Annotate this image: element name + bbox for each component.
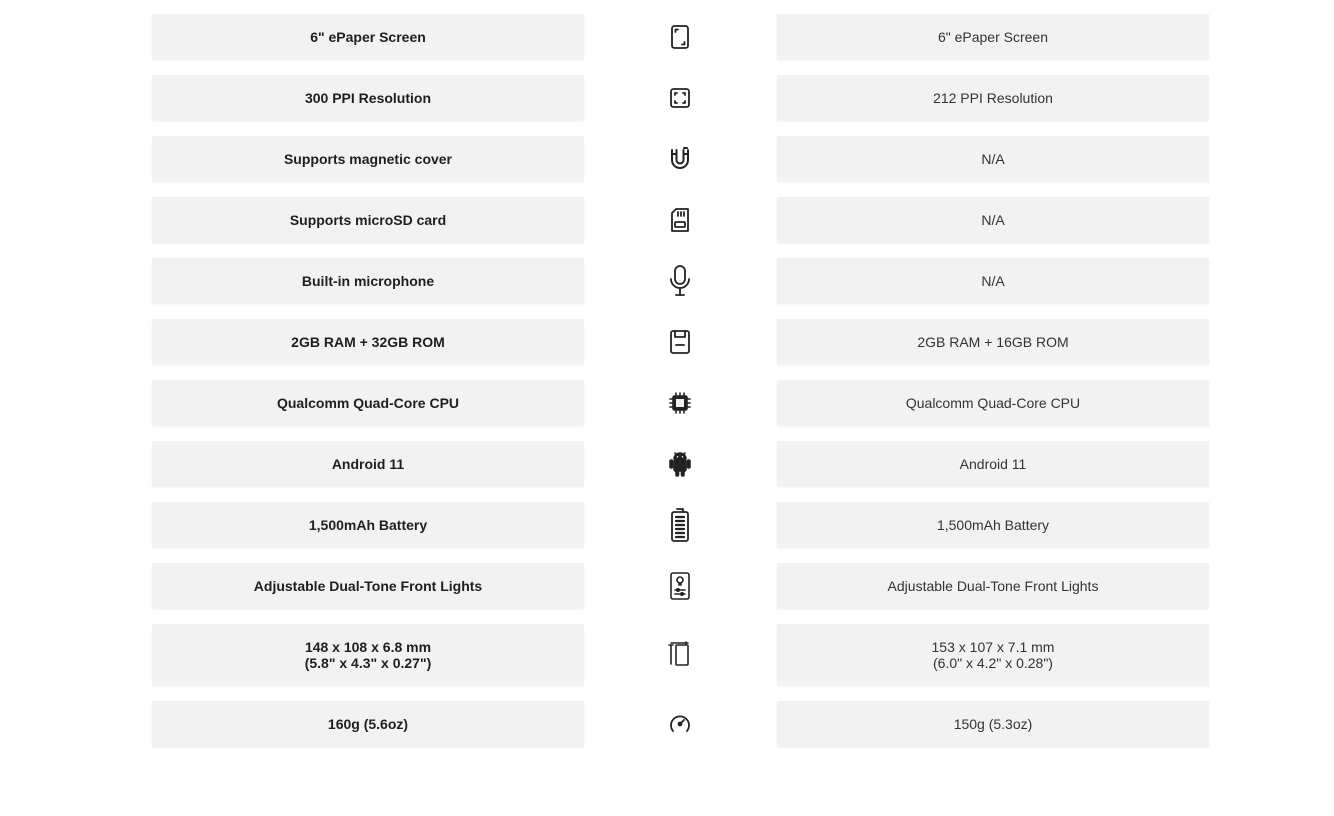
right-spec-cell [777,258,1209,304]
right-spec-cell [777,502,1209,548]
sd-card-icon [664,197,696,243]
left-spec-cell [152,14,584,60]
left-spec-text: Qualcomm Quad-Core CPU [276,395,460,411]
magnet-icon [664,136,696,182]
left-spec-cell [152,563,584,609]
resolution-icon [664,75,696,121]
table-row [0,701,1334,747]
right-spec-text: 6" ePaper Screen [937,29,1049,45]
right-spec-text: N/A [981,273,1005,289]
android-icon [664,441,696,487]
table-row [0,441,1334,487]
table-row [0,380,1334,426]
cpu-icon [664,380,696,426]
right-spec-text: 212 PPI Resolution [933,90,1053,106]
weight-icon [664,701,696,747]
right-spec-text: N/A [981,151,1005,167]
right-spec-cell [777,380,1209,426]
right-spec-cell [777,197,1209,243]
table-row [0,136,1334,182]
right-spec-cell [777,701,1209,747]
screen-icon [664,14,696,60]
right-spec-cell [777,563,1209,609]
right-spec-cell [777,319,1209,365]
table-row [0,319,1334,365]
right-spec-text: 150g (5.3oz) [953,716,1033,732]
left-spec-text: Supports microSD card [289,212,447,228]
right-spec-cell [777,441,1209,487]
right-spec-text: 153 x 107 x 7.1 mm (6.0" x 4.2" x 0.28") [931,639,1055,671]
battery-icon [664,502,696,548]
left-spec-cell [152,502,584,548]
left-spec-text: 148 x 108 x 6.8 mm (5.8" x 4.3" x 0.27") [304,639,432,671]
microphone-icon [664,258,696,304]
left-spec-cell [152,75,584,121]
left-spec-text: Android 11 [331,456,405,472]
right-spec-cell [777,75,1209,121]
table-row [0,258,1334,304]
left-spec-text: 6" ePaper Screen [310,29,426,45]
left-spec-text: 2GB RAM + 32GB ROM [291,334,445,350]
dimensions-icon [664,624,696,686]
left-spec-text: 1,500mAh Battery [308,517,428,533]
table-row [0,624,1334,686]
left-spec-cell [152,319,584,365]
left-spec-cell [152,136,584,182]
table-row [0,75,1334,121]
right-spec-cell [777,136,1209,182]
left-spec-cell [152,441,584,487]
left-spec-text: Built-in microphone [301,273,435,289]
right-spec-cell [777,624,1209,686]
left-spec-cell [152,380,584,426]
table-row [0,502,1334,548]
left-spec-cell [152,258,584,304]
right-spec-text: Adjustable Dual-Tone Front Lights [887,578,1099,594]
front-light-icon [664,563,696,609]
storage-icon [664,319,696,365]
left-spec-text: Adjustable Dual-Tone Front Lights [253,578,483,594]
left-spec-text: 160g (5.6oz) [327,716,409,732]
right-spec-text: 1,500mAh Battery [936,517,1050,533]
left-spec-cell [152,197,584,243]
right-spec-text: Qualcomm Quad-Core CPU [905,395,1081,411]
left-spec-cell [152,701,584,747]
right-spec-cell [777,14,1209,60]
left-spec-cell [152,624,584,686]
right-spec-text: N/A [981,212,1005,228]
table-row [0,563,1334,609]
left-spec-text: Supports magnetic cover [283,151,453,167]
right-spec-text: 2GB RAM + 16GB ROM [917,334,1069,350]
right-spec-text: Android 11 [959,456,1027,472]
table-row [0,197,1334,243]
table-row [0,14,1334,60]
left-spec-text: 300 PPI Resolution [304,90,432,106]
